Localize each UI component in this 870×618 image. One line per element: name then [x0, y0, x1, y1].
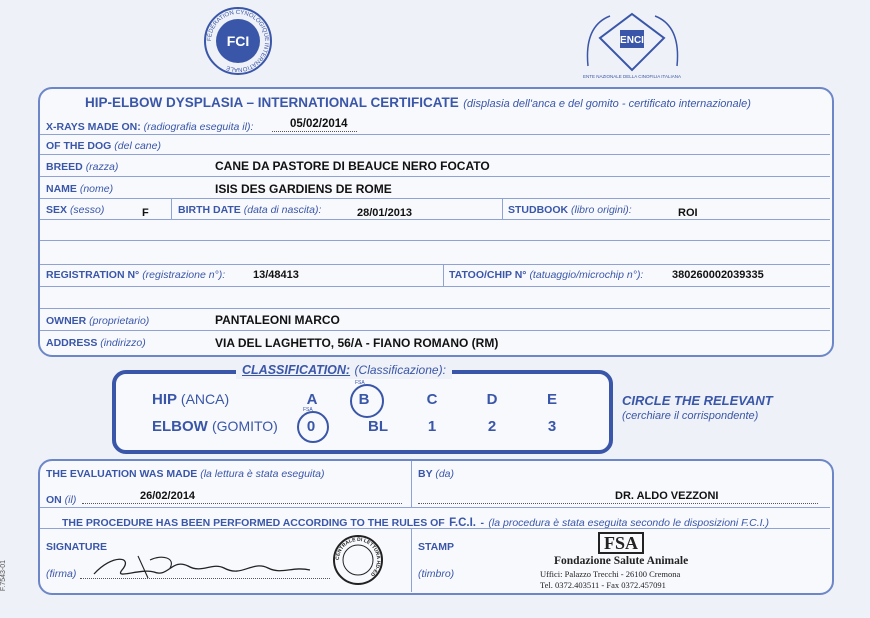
svg-text:CENTRALE DI LETTURA HD-ED: CENTRALE DI LETTURA HD-ED — [334, 536, 382, 578]
xray-date: 05/02/2014 — [290, 118, 348, 130]
stamp-label-it: (timbro) — [418, 568, 455, 580]
registration-value: 13/48413 — [253, 269, 299, 281]
tatoo-label: TATOO/CHIP N° (tatuaggio/microchip n°): — [449, 269, 644, 281]
circle-note-it: (cerchiare il corrispondente) — [622, 410, 759, 422]
birth-label: BIRTH DATE (data di nascita): — [178, 204, 322, 216]
breed-label: BREED (razza) — [46, 161, 119, 173]
hip-label: HIP (ANCA) — [152, 391, 230, 408]
svg-text:ENCI: ENCI — [620, 35, 644, 46]
owner-value: PANTALEONI MARCO — [215, 313, 340, 327]
elbow-grade-1: 1 — [427, 418, 437, 435]
evaluation-label: THE EVALUATION WAS MADE (la lettura è stata eseguita) — [46, 468, 325, 480]
name-value: ISIS DES GARDIENS DE ROME — [215, 182, 392, 196]
registration-label: REGISTRATION N° (registrazione n°): — [46, 269, 226, 281]
elbow-grade-0: 0 — [306, 418, 316, 435]
stamp-label: STAMP — [418, 541, 454, 553]
fsa-org: Fondazione Salute Animale — [554, 555, 689, 567]
hip-grade-c: C — [426, 391, 438, 408]
round-stamp — [332, 534, 384, 586]
signature-label: SIGNATURE — [46, 541, 108, 553]
signature-scribble — [92, 548, 322, 586]
fsa-logo: FSA — [598, 532, 644, 554]
xray-label: X-RAYS MADE ON: (radiografia eseguita il): — [46, 121, 254, 133]
certificate-title: HIP-ELBOW DYSPLASIA – INTERNATIONAL CERTIFICATE (displasia dell'anca e del gomito - certificato internazionale) — [85, 95, 751, 110]
hip-grade-a: A — [306, 391, 318, 408]
by-label: BY (da) — [418, 468, 455, 480]
sex-label: SEX (sesso) — [46, 204, 105, 216]
elbow-grade-3: 3 — [547, 418, 557, 435]
svg-text:ENTE NAZIONALE DELLA CINOFILIA: ENTE NAZIONALE DELLA CINOFILIA ITALIANA — [583, 74, 681, 79]
elbow-grade-2: 2 — [487, 418, 497, 435]
name-label: NAME (nome) — [46, 183, 114, 195]
evaluation-date: 26/02/2014 — [140, 490, 196, 502]
classification-title: CLASSIFICATION: (Classificazione): — [236, 361, 452, 379]
hip-grade-d: D — [486, 391, 498, 408]
tatoo-value: 380260002039335 — [672, 269, 764, 281]
by-value: DR. ALDO VEZZONI — [615, 490, 719, 502]
sex-value: F — [142, 207, 149, 219]
signature-label-it: (firma) — [46, 568, 77, 580]
elbow-label: ELBOW (GOMITO) — [152, 418, 278, 435]
hip-grade-e: E — [546, 391, 557, 408]
fci-logo — [203, 6, 273, 76]
birth-value: 28/01/2013 — [357, 207, 413, 219]
side-code: F.7543-01 — [0, 559, 8, 592]
procedure-text: THE PROCEDURE HAS BEEN PERFORMED ACCORDING TO THE RULES OF F.C.I. - (la procedura è stata eseguita secondo le disposizioni F.C.I.) — [62, 517, 769, 529]
elbow-grade-bl: BL — [368, 418, 388, 435]
fsa-line2: Tel. 0372.403511 - Fax 0372.457091 — [540, 580, 666, 590]
circle-note: CIRCLE THE RELEVANT — [622, 393, 773, 408]
address-label: ADDRESS (indirizzo) — [46, 337, 146, 349]
evaluation-on-label: ON (il) — [46, 494, 77, 506]
hip-grade-b: B — [358, 391, 370, 408]
enci-logo — [580, 6, 685, 81]
address-value: VIA DEL LAGHETTO, 56/A - FIANO ROMANO (RM) — [215, 336, 499, 350]
studbook-value: ROI — [678, 207, 698, 219]
dog-header: OF THE DOG (del cane) — [46, 140, 161, 152]
owner-label: OWNER (proprietario) — [46, 315, 150, 327]
studbook-label: STUDBOOK (libro origini): — [508, 204, 632, 216]
svg-text:FÉDÉRATION CYNOLOGIQUE INTERNA: FÉDÉRATION CYNOLOGIQUE INTERNATIONALE — [206, 9, 270, 73]
fsa-line1: Uffici: Palazzo Trecchi - 26100 Cremona — [540, 569, 681, 579]
svg-text:FCI: FCI — [226, 33, 250, 49]
breed-value: CANE DA PASTORE DI BEAUCE NERO FOCATO — [215, 159, 490, 173]
